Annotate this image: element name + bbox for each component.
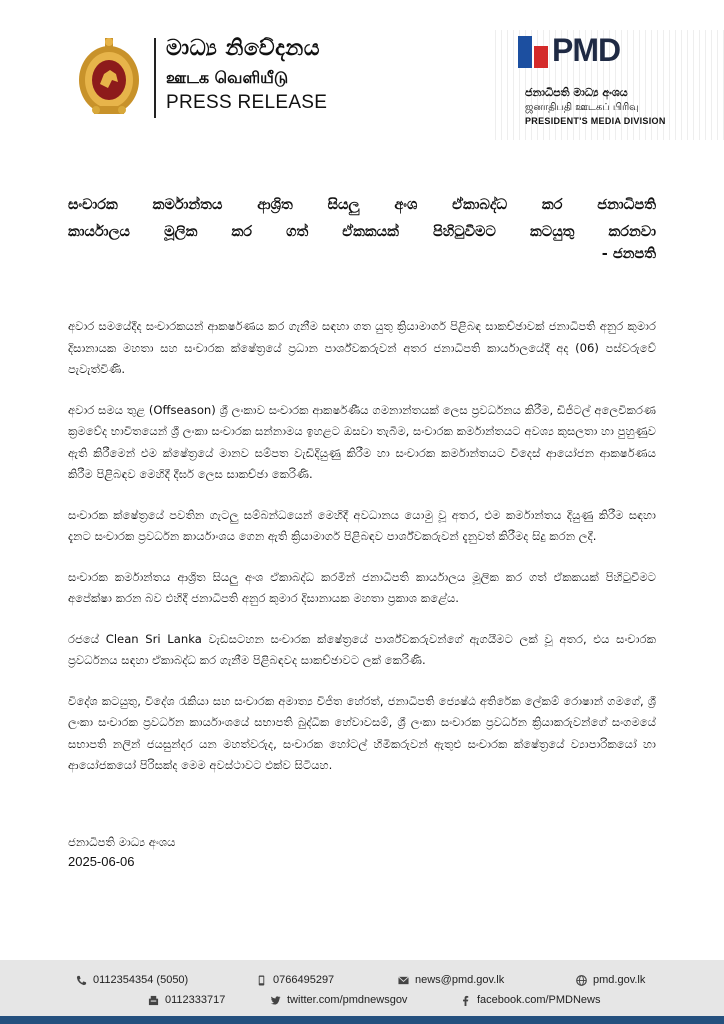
footer-fax[interactable] [148,994,225,1006]
pmd-name-tamil: ஜனாதிபதி ஊடகப் பிரிவு [525,102,639,113]
title-tamil: ஊடக வெளியீடு [166,68,289,87]
footer-facebook[interactable] [460,994,601,1006]
release-date: 2025-06-06 [68,854,135,869]
fax-icon [148,995,159,1006]
phone-icon [76,975,87,986]
footer-email-text: news@pmd.gov.lk [415,974,505,986]
facebook-icon [460,995,471,1006]
pmd-branding [490,30,724,140]
footer-website-text: pmd.gov.lk [593,974,646,986]
pmd-logo [518,32,718,76]
footer-website[interactable] [576,974,645,986]
paragraph: විදේශ කටයුතු, විදේශ රැකියා සහ සංචාරක අමාත්‍ය විජිත හේරත්, ජනාධිපති ජ්‍යෙෂ්ඨ අතිරේක ලේකම් රොෂාන් ගමගේ, ශ්‍රී ලංකා සංචාරක ප්‍රවර්ධන කාර්යාංශයේ සභාපති බුද්ධික හේවාවසම්, ශ්‍රී ලංකා සංචාරක ප්‍රවර්ධන ක්‍රියාකරුවන්ගේ සංගමයේ සභාපති නලින් ජයසුන්දර යන මහත්වරුද, සංචාරක හෝටල් හිමිකරුවන් ඇතුළු සංචාරක ක්ෂේත්‍රයේ ව්‍යාපාරිකයෝ හා ආයෝජකයෝ පිරිසක්ද මෙම අවස්ථාවට එක්ව සිටියහ. [68,693,656,772]
title-sinhala: මාධ්‍ය නිවේදනය [166,36,321,61]
pmd-logo-text: PMD [552,32,621,68]
footer-twitter-text: twitter.com/pmdnewsgov [287,994,408,1006]
footer [0,960,724,1024]
headline [68,192,656,262]
pmd-name-english: PRESIDENT'S MEDIA DIVISION [525,116,666,126]
paragraph: සංචාරක ක්ෂේත්‍රයේ පවතින ගැටලු සම්බන්ධයෙන් මෙහිදී අවධානය යොමු වූ අතර, එම කර්මාන්තය දියුණු කිරීම සඳහා දැනට සංචාරක ප්‍රවර්ධන කාර්යාංශය ගෙන ඇති ක්‍රියාමාර්ග පිළිබඳව පාර්ශ්වකරුවන් දැනුවත් කිරීමද සිදු කරන ලදී. [68,507,656,543]
footer-fax-text: 0112333717 [165,994,226,1006]
footer-mobile[interactable] [256,974,334,986]
headline-line-2: කාර්යාලය මූලික කර ගත් ඒකකයක් පිහිටුවීමට කටයුතු කරනවා [68,224,656,240]
paragraph: අවාර සමය තුළ (Offseason) ශ්‍රී ලංකාව සංචාරක ආකර්ෂණීය ගමනාන්තයක් ලෙස ප්‍රවර්ධනය කිරීම, ඩිජිටල් අලෙවිකරණ ක්‍රමවේද භාවිතයෙන් ශ්‍රී ලංකා සංචාරක සන්නාමය ඉහළට ඔසවා තැබීම, සංචාරක කර්මාන්තයට අවශ්‍ය කුසලතා හා පුහුණුව ඇති කිරීමෙන් එම ක්ෂේත්‍රයේ මානව සම්පත වැඩිදියුණු කිරීම හා සංචාරක කර්මාන්තයට විදෙස් ආයෝජන ආකර්ෂණය කිරීම පිළිබඳව මෙහිදී දීර්ඝ ලෙස සාකච්ඡා කෙරිණි. [68,402,657,481]
pmd-red-block [534,46,548,68]
header [0,0,724,140]
footer-phone-text: 0112354354 (5050) [93,974,189,986]
footer-phone[interactable] [76,974,188,986]
header-divider [154,38,156,118]
footer-email[interactable] [398,974,504,986]
article-body [68,316,656,796]
footer-facebook-text: facebook.com/PMDNews [477,994,601,1006]
pmd-blue-block [518,36,532,68]
email-icon [398,975,409,986]
title-english: PRESS RELEASE [166,92,328,113]
national-emblem-icon [76,36,142,118]
paragraph: සංචාරක කර්මාන්තය ආශ්‍රිත සියලු අංශ ඒකාබද්ධ කරමින් ජනාධිපති කාර්යාලය මූලික කර ගත් ඒකකයක් පිහිටුවීමට අපේක්ෂා කරන බව එහිදී ජනාධිපති අනුර කුමාර දිසානායක මහතා ප්‍රකාශ කළේය. [68,569,656,605]
paragraph: රජයේ Clean Sri Lanka වැඩසටහන සංචාරක ක්ෂේත්‍රයේ පාර්ශ්වකරුවන්ගේ ඇගයීමට ලක් වූ අතර, එය සංචාරක ප්‍රවර්ධනය සඳහා ඒකාබද්ධ කර ගැනීම පිළිබඳවද සාකච්ඡාවට ලක් කෙරිණි. [68,631,656,667]
headline-line-1: සංචාරක කර්මාන්තය ආශ්‍රිත සියලු අංශ ඒකාබද්ධ කර ජනාධිපති [68,197,656,213]
pmd-name-sinhala: ජනාධිපති මාධ්‍ය අංශය [525,86,628,99]
signoff: ජනාධිපති මාධ්‍ය අංශය [68,835,176,849]
mobile-phone-icon [256,975,267,986]
footer-mobile-text: 0766495297 [273,974,335,986]
twitter-icon [270,995,281,1006]
headline-byline: - ජනපති [601,246,656,262]
footer-band [0,1016,724,1024]
footer-twitter[interactable] [270,994,407,1006]
globe-icon [576,975,587,986]
paragraph: අවාර සමයේදීද සංචාරකයන් ආකර්ෂණය කර ගැනීම සඳහා ගත යුතු ක්‍රියාමාර්ග පිළිබඳ සාකච්ඡාවක් ජනාධිපති අනුර කුමාර දිසානායක මහතා සහ සංචාරක ක්ෂේත්‍රයේ ප්‍රධාන පාර්ශ්වකරුවන් අතර ජනාධිපති කාර්යාලයේදී අද (06) පස්වරුවේ පැවැත්විණි. [68,319,656,376]
